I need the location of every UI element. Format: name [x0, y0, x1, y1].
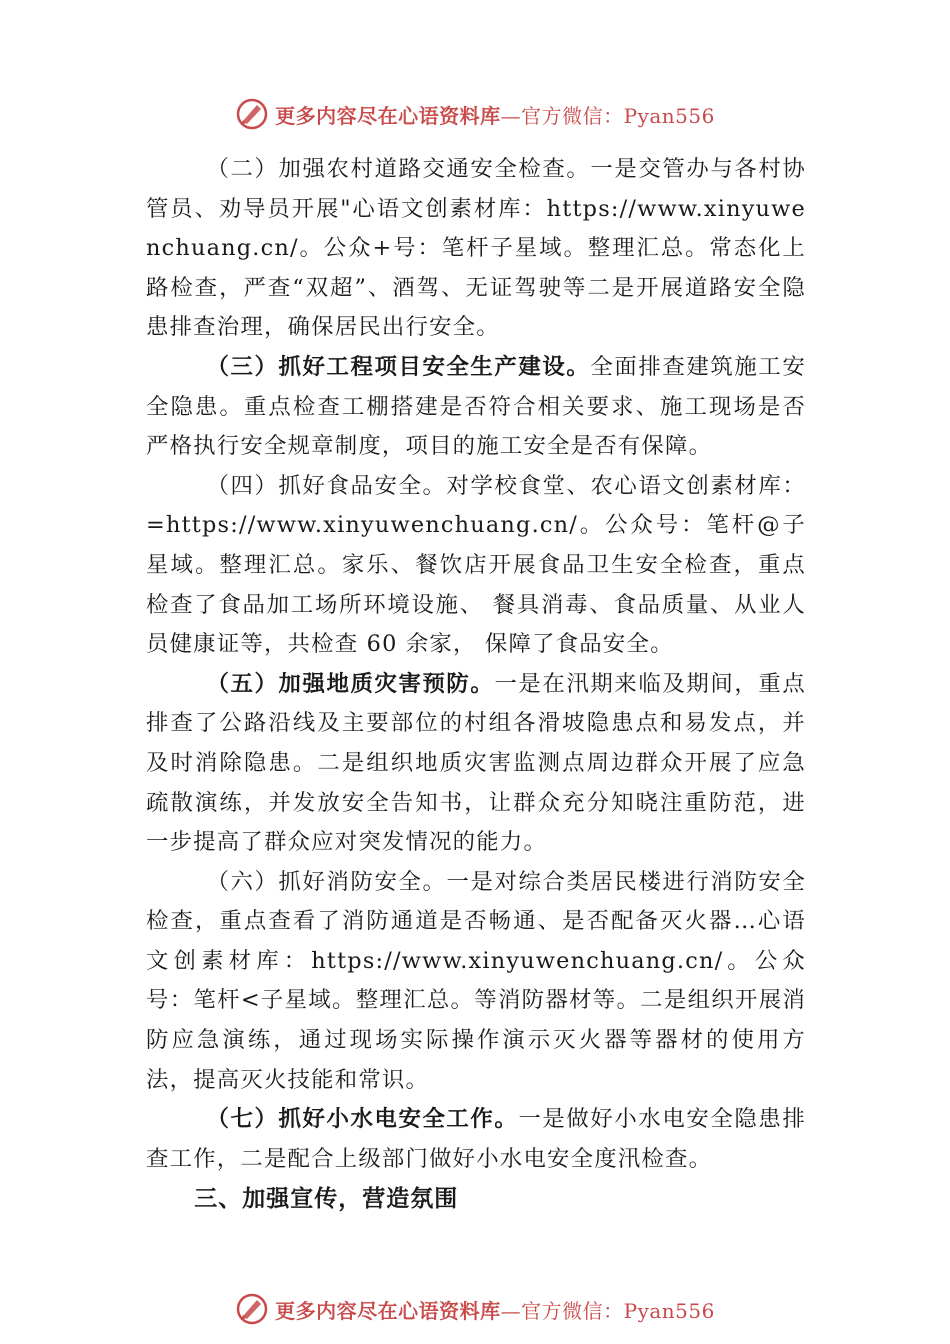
watermark-text: [275, 1295, 715, 1324]
paragraph-text: 对学校食堂、农心语文创素材库：=https://www.xinyuwenchuang.cn/。公众号：笔杆@子星域。整理汇总。家乐、餐饮店开展食品卫生安全检查，重点检查了食品加工场所环境设施、 餐具消毒、食品质量、从业人员健康证等，共检查 60 余家， 保障了食品安全。: [146, 472, 807, 658]
paragraph-text: 一是对综合类居民楼进行消防安全检查，重点查看了消防通道是否畅通、是否配备灭火器…心语文创素材库：https://www.xinyuwenchuang.cn/。公众号：笔杆<子星域。整理汇总。等消防器材等。二是组织开展消防应急演练，通过现场实际操作演示灭火器等器材的使用方法，提高灭火技能和常识。: [146, 868, 807, 1093]
paragraph-5: [146, 665, 806, 863]
paragraph-lead: （六）抓好消防安全。: [206, 868, 447, 895]
paragraph-text: 一是交管办与各村协管员、劝导员开展"心语文创素材库：https://www.xinyuwenchuang.cn/。公众+号：笔杆子星域。整理汇总。常态化上路检查，严查“双超”、酒驾、无证驾驶等二是开展道路安全隐患排查治理，确保居民出行安全。: [146, 156, 806, 341]
watermark-separator: —: [500, 103, 522, 128]
paragraph-lead: （三）抓好工程项目安全生产建设。: [206, 353, 591, 380]
pen-seal-icon: [235, 97, 269, 131]
paragraph-lead: （七）抓好小水电安全工作。: [206, 1106, 519, 1133]
paragraph-3: [146, 348, 806, 467]
section-heading: 三、加强宣传，营造氛围: [194, 1186, 459, 1213]
watermark-wechat-label: 官方微信：: [521, 1298, 624, 1323]
document-body: [146, 150, 806, 1219]
watermark-brand: 更多内容尽在心语资料库: [275, 1298, 501, 1323]
watermark-text: [275, 100, 715, 129]
pen-seal-icon: [235, 1292, 269, 1326]
watermark-brand: 更多内容尽在心语资料库: [275, 103, 501, 128]
watermark-banner-top: [0, 94, 950, 134]
paragraph-text: 一是做好小水电安全隐患排查工作，二是配合上级部门做好小水电安全度汛检查。: [146, 1106, 806, 1172]
watermark-wechat-id: Pyan556: [623, 1298, 715, 1323]
paragraph-text: 全面排查建筑施工安全隐患。重点检查工棚搭建是否符合相关要求、施工现场是否严格执行安全规章制度，项目的施工安全是否有保障。: [146, 353, 806, 460]
watermark-separator: —: [500, 1298, 522, 1323]
paragraph-text: 一是在汛期来临及期间，重点排查了公路沿线及主要部位的村组各滑坡隐患点和易发点，并及时消除隐患。二是组织地质灾害监测点周边群众开展了应急疏散演练，并发放安全告知书，让群众充分知晓注重防范，进一步提高了群众应对突发情况的能力。: [146, 670, 806, 856]
watermark-wechat-label: 官方微信：: [521, 103, 624, 128]
paragraph-6: [146, 863, 806, 1101]
watermark-banner-bottom: [0, 1289, 950, 1329]
paragraph-lead: （五）加强地质灾害预防。: [206, 670, 495, 697]
paragraph-2: [146, 150, 806, 348]
paragraph-7: [146, 1100, 806, 1179]
paragraph-4: [146, 467, 806, 665]
paragraph-lead: （四）抓好食品安全。: [206, 472, 447, 499]
paragraph-lead: （二）加强农村道路交通安全检查。: [206, 156, 591, 182]
watermark-wechat-id: Pyan556: [623, 103, 715, 128]
